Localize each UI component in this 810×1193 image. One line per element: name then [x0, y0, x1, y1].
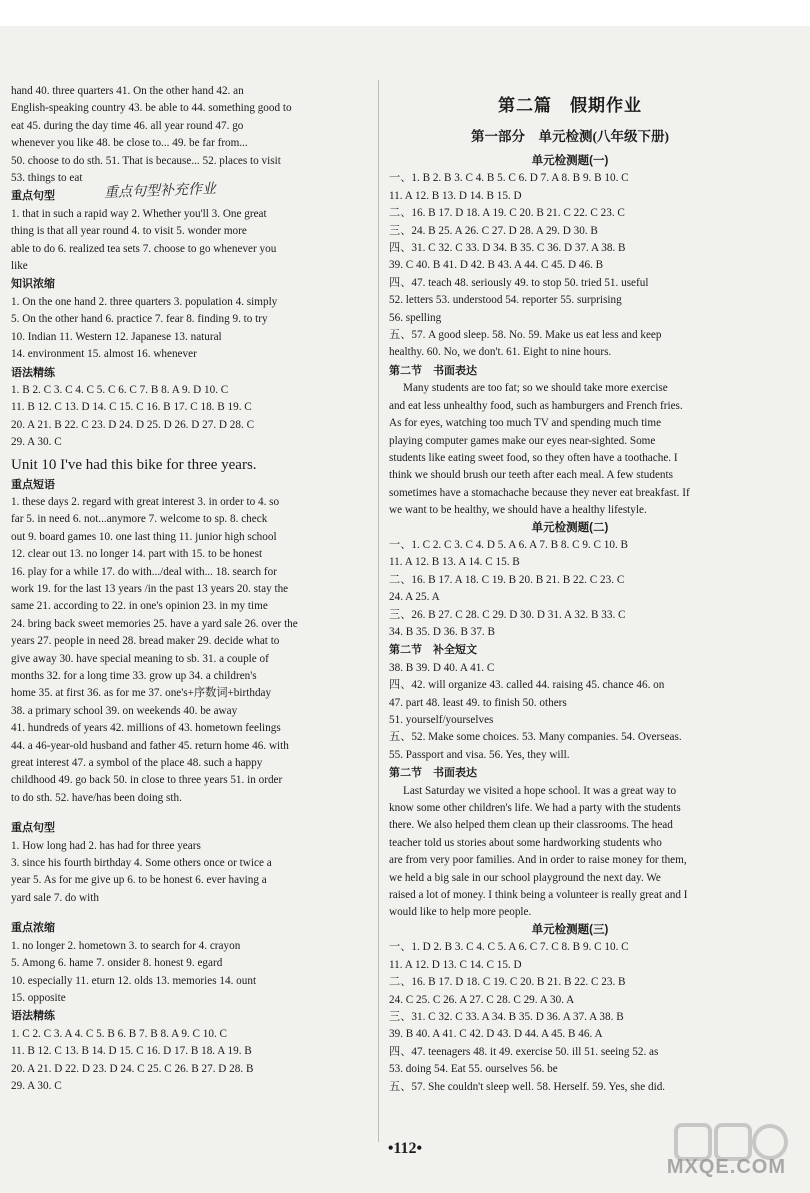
answer-line: to do sth. 52. have/has been doing sth.	[11, 791, 182, 804]
answer-line: 三、31. C 32. C 33. A 34. B 35. D 36. A 37. A 38. B	[389, 1010, 624, 1023]
essay-line: know some other children's life. We had a party with the students	[389, 802, 681, 815]
answer-line: year 5. As for me give up 6. to be honest 6. ever having a	[11, 874, 267, 887]
section-heading: 语法精练	[11, 366, 55, 379]
answer-line: 一、1. B 2. B 3. C 4. B 5. C 6. D 7. A 8. B 9. B 10. C	[389, 172, 629, 185]
answer-line: whenever you like 48. be close to... 49. be far from...	[11, 137, 248, 150]
answer-line: 一、1. C 2. C 3. C 4. D 5. A 6. A 7. B 8. C 9. C 10. B	[389, 538, 629, 551]
answer-line: 20. A 21. B 22. C 23. D 24. D 25. D 26. D 27. D 28. C	[11, 418, 255, 431]
answer-line: 34. B 35. D 36. B 37. B	[389, 625, 495, 638]
answer-line: eat 45. during the day time 46. all year round 47. go	[11, 119, 244, 132]
answer-line: 二、16. B 17. D 18. A 19. C 20. B 21. C 22. C 23. C	[389, 207, 625, 220]
answer-line: work 19. for the last 13 years /in the past 13 years 20. stay the	[11, 582, 289, 595]
answer-line: 52. letters 53. understood 54. reporter 55. surprising	[389, 294, 622, 307]
answer-line: 53. doing 54. Eat 55. ourselves 56. be	[389, 1063, 558, 1076]
answer-line: 12. clear out 13. no longer 14. part with 15. to be honest	[11, 548, 263, 561]
answer-line: 五、57. She couldn't sleep well. 58. Herself. 59. Yes, she did.	[389, 1080, 666, 1093]
answer-line: 五、52. Make some choices. 53. Many companies. 54. Overseas.	[389, 731, 682, 744]
section-heading: 第二节 书面表达	[389, 364, 477, 377]
answer-line: 四、31. C 32. C 33. D 34. B 35. C 36. D 37. A 38. B	[389, 242, 626, 255]
essay-line: playing computer games make our eyes near-sighted. Some	[389, 434, 656, 447]
answer-line: 1. On the one hand 2. three quarters 3. population 4. simply	[11, 295, 278, 308]
answer-line: 38. a primary school 39. on weekends 40. be away	[11, 704, 238, 717]
answer-line: 15. opposite	[11, 991, 66, 1004]
answer-line: 1. C 2. C 3. A 4. C 5. B 6. B 7. B 8. A 9. C 10. C	[11, 1027, 228, 1040]
answer-line: 11. B 12. C 13. B 14. D 15. C 16. D 17. B 18. A 19. B	[11, 1045, 252, 1058]
answer-line: same 21. according to 22. in one's opinion 23. in my time	[11, 600, 268, 613]
answer-line: 11. A 12. B 13. D 14. B 15. D	[389, 189, 522, 202]
test2-answers	[389, 537, 751, 641]
answer-line: 1. that in such a rapid way 2. Whether you'll 3. One great	[11, 207, 267, 220]
answer-line: 55. Passport and visa. 56. Yes, they will.	[389, 748, 570, 761]
answer-line: 1. no longer 2. hometown 3. to search for 4. crayon	[11, 939, 241, 952]
test1-writing	[389, 380, 751, 519]
answer-line: 41. hundreds of years 42. millions of 43. hometown feelings	[11, 722, 281, 735]
essay-line: As for eyes, watching too much TV and spending much time	[389, 417, 662, 430]
test-title: 单元检测题(三)	[531, 923, 609, 936]
right-column	[389, 83, 751, 1096]
essay-line: we held a big sale in our school playground the next day. We	[389, 871, 661, 884]
answer-line: 50. choose to do sth. 51. That is because... 52. places to visit	[11, 154, 281, 167]
answer-line: 3. since his fourth birthday 4. Some others once or twice a	[11, 857, 272, 870]
sentence-patterns-answers-2	[11, 838, 373, 908]
answer-line: 47. part 48. least 49. to finish 50. others	[389, 696, 567, 709]
answer-line: 24. bring back sweet memories 25. have a yard sale 26. over the	[11, 617, 298, 630]
answer-line: 五、57. A good sleep. 58. No. 59. Make us eat less and keep	[389, 329, 662, 342]
answer-line: 10. Indian 11. Western 12. Japanese 13. natural	[11, 330, 222, 343]
section-heading: 重点句型	[11, 822, 55, 835]
answer-line: 5. Among 6. hame 7. onsider 8. honest 9. egard	[11, 957, 223, 970]
column-divider	[378, 80, 379, 1142]
test-title: 单元检测题(一)	[531, 155, 609, 167]
chapter-title: 第二篇 假期作业	[498, 96, 642, 115]
answer-line: 24. A 25. A	[389, 591, 440, 604]
answer-line: 三、24. B 25. A 26. C 27. D 28. A 29. D 30. B	[389, 224, 598, 237]
answer-line: 四、42. will organize 43. called 44. raising 45. chance 46. on	[389, 679, 665, 692]
essay-line: Many students are too fat; so we should take more exercise	[403, 382, 668, 395]
essay-line: are from very poor families. And in order to raise money for them,	[389, 854, 687, 867]
answer-line: 39. C 40. B 41. D 42. B 43. A 44. C 45. D 46. B	[389, 259, 604, 272]
answer-line: able to do 6. realized tea sets 7. choose to go whenever you	[11, 242, 277, 255]
part-title: 第一部分 单元检测(八年级下册)	[471, 129, 669, 144]
answer-line: out 9. board games 10. one last thing 11. junior high school	[11, 530, 277, 543]
answer-line: 1. these days 2. regard with great interest 3. in order to 4. so	[11, 495, 280, 508]
answer-line: 一、1. D 2. B 3. C 4. C 5. A 6. C 7. C 8. B 9. C 10. C	[389, 941, 629, 954]
section-heading: 第二节 补全短文	[389, 644, 477, 657]
answer-line: 1. B 2. C 3. C 4. C 5. C 6. C 7. B 8. A 9. D 10. C	[11, 383, 229, 396]
answer-line: 二、16. B 17. A 18. C 19. B 20. B 21. B 22. C 23. C	[389, 573, 625, 586]
answer-line: yard sale 7. do with	[11, 891, 99, 904]
answer-line: 11. A 12. D 13. C 14. C 15. D	[389, 958, 522, 971]
grammar-answers	[11, 382, 373, 452]
answer-line: 10. especially 11. eturn 12. olds 13. memories 14. ount	[11, 974, 257, 987]
unit-title: Unit 10 I've had this bike for three years.	[11, 456, 257, 473]
answer-line: 11. B 12. C 13. D 14. C 15. C 16. B 17. C 18. B 19. C	[11, 401, 252, 414]
answer-line: thing is that all year round 4. to visit 5. wonder more	[11, 225, 247, 238]
answer-line: 20. A 21. D 22. D 23. D 24. C 25. C 26. B 27. D 28. B	[11, 1062, 254, 1075]
essay-line: teacher told us stories about some hardworking students who	[389, 836, 662, 849]
answer-line: far 5. in need 6. not...anymore 7. welcome to sp. 8. check	[11, 513, 268, 526]
answer-line: 四、47. teenagers 48. it 49. exercise 50. ill 51. seeing 52. as	[389, 1045, 659, 1058]
essay-line: raised a lot of money. I think being a volunteer is really great and I	[389, 889, 688, 902]
phrases-answers	[11, 494, 373, 807]
answer-line: hand 40. three quarters 41. On the other hand 42. an	[11, 85, 244, 97]
answer-line: 四、47. teach 48. seriously 49. to stop 50. tried 51. useful	[389, 276, 649, 289]
answer-line: years 27. people in need 28. bread maker 29. decide what to	[11, 635, 280, 648]
section-heading: 重点浓缩	[11, 922, 55, 935]
test1-answers	[389, 170, 751, 361]
knowledge-answers	[11, 294, 373, 364]
answer-line: childhood 49. go back 50. in close to three years 51. in order	[11, 774, 283, 787]
answer-line: 5. On the other hand 6. practice 7. fear 8. finding 9. to try	[11, 313, 268, 326]
essay-line: sometimes have a stomachache because they never eat breakfast. If	[389, 486, 690, 499]
answer-line: 16. play for a while 17. do with.../deal with... 18. search for	[11, 565, 277, 578]
essay-line: and eat less unhealthy food, such as hamburgers and French fries.	[389, 399, 683, 412]
test-title: 单元检测题(二)	[531, 521, 609, 534]
sentence-patterns-answers	[11, 206, 373, 276]
section-heading: 第二节 书面表达	[389, 767, 477, 780]
answer-line: healthy. 60. No, we don't. 61. Eight to nine hours.	[389, 346, 612, 359]
test2-cloze-answers	[389, 660, 751, 764]
answer-line: 56. spelling	[389, 311, 442, 324]
grammar-answers-2	[11, 1026, 373, 1096]
section-heading: 重点短语	[11, 478, 55, 491]
test2-writing	[389, 783, 751, 922]
answer-line: 51. yourself/yourselves	[389, 714, 494, 726]
section-heading: 语法精练	[11, 1010, 55, 1023]
answer-line: 三、26. B 27. C 28. C 29. D 30. D 31. A 32. B 33. C	[389, 608, 626, 621]
answer-line: 53. things to eat	[11, 172, 83, 185]
answer-line: months 32. for a long time 33. grow up 34. a children's	[11, 670, 257, 682]
section-heading: 重点句型	[11, 190, 55, 203]
answer-line: 11. A 12. B 13. A 14. C 15. B	[389, 556, 520, 569]
essay-line: Last Saturday we visited a hope school. It was a great way to	[403, 784, 677, 797]
answer-line: 二、16. B 17. D 18. C 19. C 20. B 21. B 22. C 23. B	[389, 976, 626, 989]
answer-line: 38. B 39. D 40. A 41. C	[389, 661, 495, 674]
essay-line: would like to help more people.	[389, 906, 532, 919]
answer-line: 29. A 30. C	[11, 1079, 62, 1092]
test3-answers	[389, 939, 751, 1096]
answer-line: 24. C 25. C 26. A 27. C 28. C 29. A 30. A	[389, 993, 575, 1006]
answer-line: 44. a 46-year-old husband and father 45. return home 46. with	[11, 739, 289, 752]
answer-line: home 35. at first 36. as for me 37. one's+序数词+birthday	[11, 687, 272, 700]
left-top-block	[11, 83, 373, 187]
left-column	[11, 83, 373, 1095]
vocab-answers	[11, 938, 373, 1008]
answer-line: 39. B 40. A 41. C 42. D 43. D 44. A 45. B 46. A	[389, 1028, 603, 1041]
page-number: •112•	[387, 1140, 423, 1157]
handwritten-note: 重点句型补充作业	[103, 181, 217, 201]
watermark-text: MXQE.COM	[666, 1156, 786, 1178]
top-margin	[0, 0, 810, 26]
essay-line: there. We also helped them clean up their classrooms. The head	[389, 819, 673, 832]
answer-line: 14. environment 15. almost 16. whenever	[11, 348, 197, 361]
answer-line: English-speaking country 43. be able to 44. something good to	[11, 102, 292, 115]
essay-line: we want to be healthy, we should have a healthy lifestyle.	[389, 504, 647, 517]
essay-line: students like eating sweet food, so they often have a toothache. I	[389, 451, 678, 464]
answer-line: like	[11, 260, 28, 273]
answer-line: 1. How long had 2. has had for three years	[11, 839, 201, 852]
section-heading: 知识浓缩	[11, 278, 55, 291]
answer-line: 29. A 30. C	[11, 436, 62, 449]
answer-line: give away 30. have special meaning to sb. 31. a couple of	[11, 652, 269, 665]
essay-line: think we should brush our teeth after each meal. A few students	[389, 469, 673, 482]
answer-line: great interest 47. a symbol of the place 48. such a happy	[11, 757, 263, 770]
